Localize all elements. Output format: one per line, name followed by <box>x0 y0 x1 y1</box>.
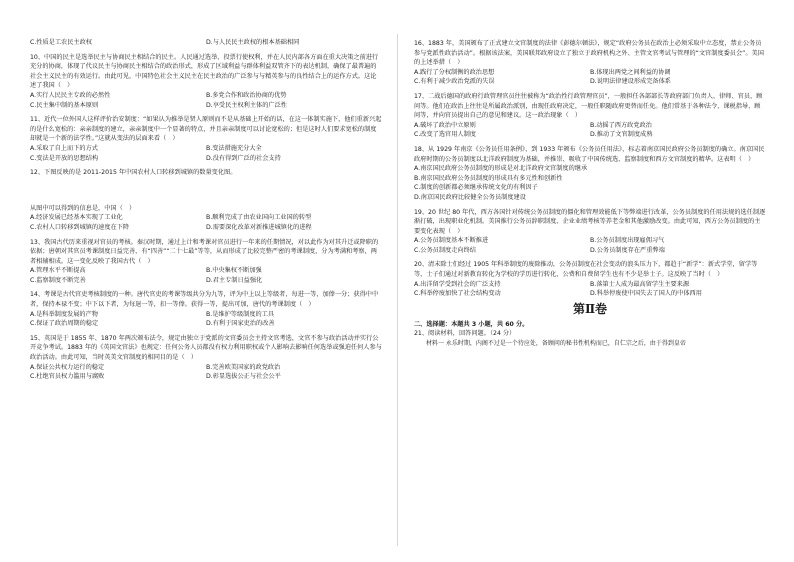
option: B.完善欧美国家的政党政治 <box>206 363 281 371</box>
figure-space <box>30 178 382 204</box>
q14-options-row2 <box>30 319 382 329</box>
option: D.公务员制度存在严重弊端 <box>590 246 665 254</box>
question-21-title: 21、阅读材料，回答问题。（24 分） <box>414 330 516 338</box>
option: A.经济发展已经基本实现了工业化 <box>30 214 123 222</box>
q12-options-row2 <box>30 223 382 233</box>
option: D.君主专制日益强化 <box>206 276 263 284</box>
option: D.没有得到广泛的社会支持 <box>206 154 281 162</box>
part-two-intro: 二、选择题：本题共 3 小题，共 60 分。 <box>414 320 529 328</box>
option: B.体现出两党之间利益的协调 <box>590 68 671 76</box>
part-two-title: 第Ⅱ卷 <box>572 301 608 316</box>
option: A.采取了自上而下的方式 <box>30 144 98 152</box>
option: C.杜绝官员权力滥用与腐败 <box>30 373 105 381</box>
q10-options-row1 <box>30 91 382 101</box>
option: A.管理水平不断提高 <box>30 267 86 275</box>
q9-options <box>30 38 382 48</box>
question-15: 15、英国是于 1855 年、1870 年两次颁布法令，规定由独立于党派的文官委员会主持文官考选，文官不参与政治活动并实行公开竞争考试。1883 年的《英国文官法》也规定：任何公务人员都没有权力利用职权或个人影响去影响任何选举或强迫任何人参与政治活动。由此可知，当时英美文官制度的相同目的是（ ） <box>30 334 382 362</box>
q17-options-row1 <box>414 121 766 131</box>
question-11: 11、近代一位外国人这样评价治安制度：“如果认为推举是贤人原则而不是从基础上开始的话，在这一体制实施下，他们重新兴起的是什么宽松的：亲亲制度的建立，亲亲制度中一个显著的特点，并且亲亲制度可以讨论宽松的；但是这时人们要求宽松的制度却就是一个新的法学性。”这就从变法的层面来看（ ） <box>30 116 382 143</box>
option: C.性质是工农民主政权 <box>30 39 92 46</box>
option: A.践行了分权制衡的政治思想 <box>414 68 495 76</box>
question-16: 16、1883 年，美国颁布了正式建立文官制度的法律《彭德尔顿法》，规定“政府公务员在政治上必须采取中立态度，禁止公务员参与党派性政治活动”。根据该法案，美国联邦政府设立了独立于政府机构之外、主管文官考试与管理的“文官制度委员会”。美国的上述举措（ ） <box>414 40 764 67</box>
q17-options-row2 <box>414 130 766 140</box>
option: D.与人民民主政权的根本基础相同 <box>206 39 300 46</box>
option: C.民主集中制的基本原则 <box>30 101 99 109</box>
option: D.推动了文官制度成熟 <box>590 131 653 139</box>
q20-options-row1 <box>414 280 766 290</box>
option: B.顺利完成了由农业国向工业国的转型 <box>206 214 312 222</box>
q16-options-row1 <box>414 68 766 78</box>
option: C.变法是开放的思想结构 <box>30 154 99 162</box>
option: D.有利于国家吏治的改善 <box>206 320 275 328</box>
option: B.变法措施充分大全 <box>206 144 262 152</box>
option: D.彰显选拔公正与社会公平 <box>206 373 281 381</box>
option: C.有利于减少政治党派的失误 <box>414 78 495 86</box>
question-19: 19、20 世纪 80 年代，西方各国针对传统公务员制度的僵化和管理效能低下等弊端进行改革，公务员制度的任用法规的选任制逐渐打破，出现职业化机制。美国推行公务员辞职制度、企业业绩考核等养老金和其他激励改变。由此可知，西方公务员制度的主要变化表现（ ） <box>414 208 766 235</box>
q13-options-row2 <box>30 276 382 286</box>
option: A.实行人民民主专政的必然性 <box>30 91 111 99</box>
option: B.是维护等级制度的工具 <box>206 310 275 318</box>
question-21-material: 材料一 永乐时期，内阁不过是一个待应处，备顾问的秘书性机构而已，自仁宗之后，由于得到皇帝 <box>426 340 686 348</box>
option: B.多党合作和政治协商的优势 <box>206 91 287 99</box>
option: C.制度的创新都必须继承传统文化的有利因子 <box>414 184 538 192</box>
q15-options-row2 <box>30 372 382 382</box>
option: B.动摇了西方政党政治 <box>590 121 652 129</box>
option: D.享受民主权利主体的广泛性 <box>206 101 287 109</box>
question-18: 18、从 1929 年南京《公务员任用条例》，到 1933 年颁布《公务员任用法》，标志着南京国民政府公务员制度的确立。南京国民政府时期的公务员制度以北洋政府制度为基础，并推崇、吸收了中国传统选、监察制度和西方文官制度的精华。这表明（ ） <box>414 145 765 163</box>
q16-options-row2 <box>414 77 766 87</box>
left-column <box>30 38 382 382</box>
option: A.是科举制度发展的产物 <box>30 310 98 318</box>
option: D.南京国民政府比较健全公务员制度建设 <box>414 193 526 201</box>
q19-options-row1 <box>414 236 766 246</box>
option: A.保证公共权力运行的稳定 <box>30 363 105 371</box>
q13-options-row1 <box>30 266 382 276</box>
option: B.中央集权不断加强 <box>206 267 262 275</box>
question-10: 10、中国的民主是选举民主与协商民主相结合的民主。人民通过选举、投票行使权利，并在人民内部各方面在重大决策之前进行充分的协商，体现了代议民主与协商民主相结合的政治形式，形成了区域利益与群体利益双管齐下的表达机制，确保了最普遍的社会主义民主的有效运行。由此可见，中国特色社会主义民主在民主政治的广泛参与与精英参与的良性结合上的运作方式。这论述了我国（ ） <box>30 53 379 90</box>
question-13: 13、我国古代历来重视对官员的考核。秦汉时期，通过上计和考课对官员进行一年来的任期情况，对以此作为对其升迁或降职的依据；唐朝对其官员考课制度日益完善，有“四善”“二十七最”等等，从而形成了比较完整严密的考课制度，分为考满和考察，两者相辅相成。这一变化反映了我国古代（ ） <box>30 238 379 265</box>
question-17: 17、二战后德国的政府行政管理官员往往被称为“政治性行政管理官员”，一般担任各部部长等政府部门负责人、律师、官员、顾问等。他们在政治上往往是所属政治派别，由现任政府决定，一般任职随政府更替而任免。他们常基于各种法令、课税指导、顾问等，并向官员提出自己的意见和建议。这一政治现象（ ） <box>414 92 763 120</box>
right-column <box>414 38 766 349</box>
option: D.说明法律建设形成完备体系 <box>590 78 671 86</box>
option: B.南京国民政府公务员制度的形成具有多元性和创新性 <box>414 174 563 182</box>
q14-options-row1 <box>30 310 382 320</box>
option: D.科举停废使中国失去了国人的中体西用 <box>590 290 702 298</box>
question-12: 12、下图反映的是 2011-2015 年中国农村人口转移到城镇的数量变化图。 <box>30 169 237 177</box>
option: A.南京国民政府公务员制度的形成是对北洋政府文官制度的继承 <box>414 165 588 173</box>
question-20: 20、清末除士们经过 1905 年科举制度的废除推动，公务员制度在社会变动的浪头压力下，都趋于“新学”：新式学堂，留学等等，士子们通过对新教育转化为学校的学历进行转化，公费和自费留学生也有不少是举士子。这反映了当时（ ） <box>414 261 758 279</box>
q10-options-row2 <box>30 101 382 111</box>
q11-options-row1 <box>30 144 382 154</box>
question-12-lead: 从图中可以得到的信息是，中国（ ） <box>30 204 136 212</box>
option: C.监察制度不断完善 <box>30 276 86 284</box>
option: D.需要深化改革对新推进城镇化的进程 <box>206 223 312 231</box>
option: C.科举停废加快了社会结构变动 <box>414 290 501 298</box>
q15-options-row1 <box>30 363 382 373</box>
option: C.保证了政治周期的稳定 <box>30 320 99 328</box>
question-14: 14、考课是古代官吏考核制度的一种。唐代官吏的考课等级共分为九等，评为中上以上等级者，每进一等，加俸一分；获得中中者，保持本禄不变；中下以下者，为每退一等，扣一等俸。获得一等，提出可加，唐代的考课制度（ ） <box>30 291 379 309</box>
q12-options-row1 <box>30 213 382 223</box>
option: A.破坏了政治中立原则 <box>414 121 476 129</box>
option: A.出洋留学受到社会的广泛支持 <box>414 280 501 288</box>
column-divider <box>397 34 398 546</box>
option: C.农村人口转移到城镇的速度在下降 <box>30 223 130 231</box>
q11-options-row2 <box>30 154 382 164</box>
q20-options-row2 <box>414 289 766 299</box>
q19-options-row2 <box>414 246 766 256</box>
option: B.公务员制度出现雇佣习气 <box>590 237 665 245</box>
option: C.公务员制度走向终结 <box>414 246 476 254</box>
option: C.改变了选官用人制度 <box>414 131 476 139</box>
option: B.落第士人成为最高留学生主要来源 <box>590 280 690 288</box>
option: A.公务员制度基本不断推进 <box>414 237 489 245</box>
